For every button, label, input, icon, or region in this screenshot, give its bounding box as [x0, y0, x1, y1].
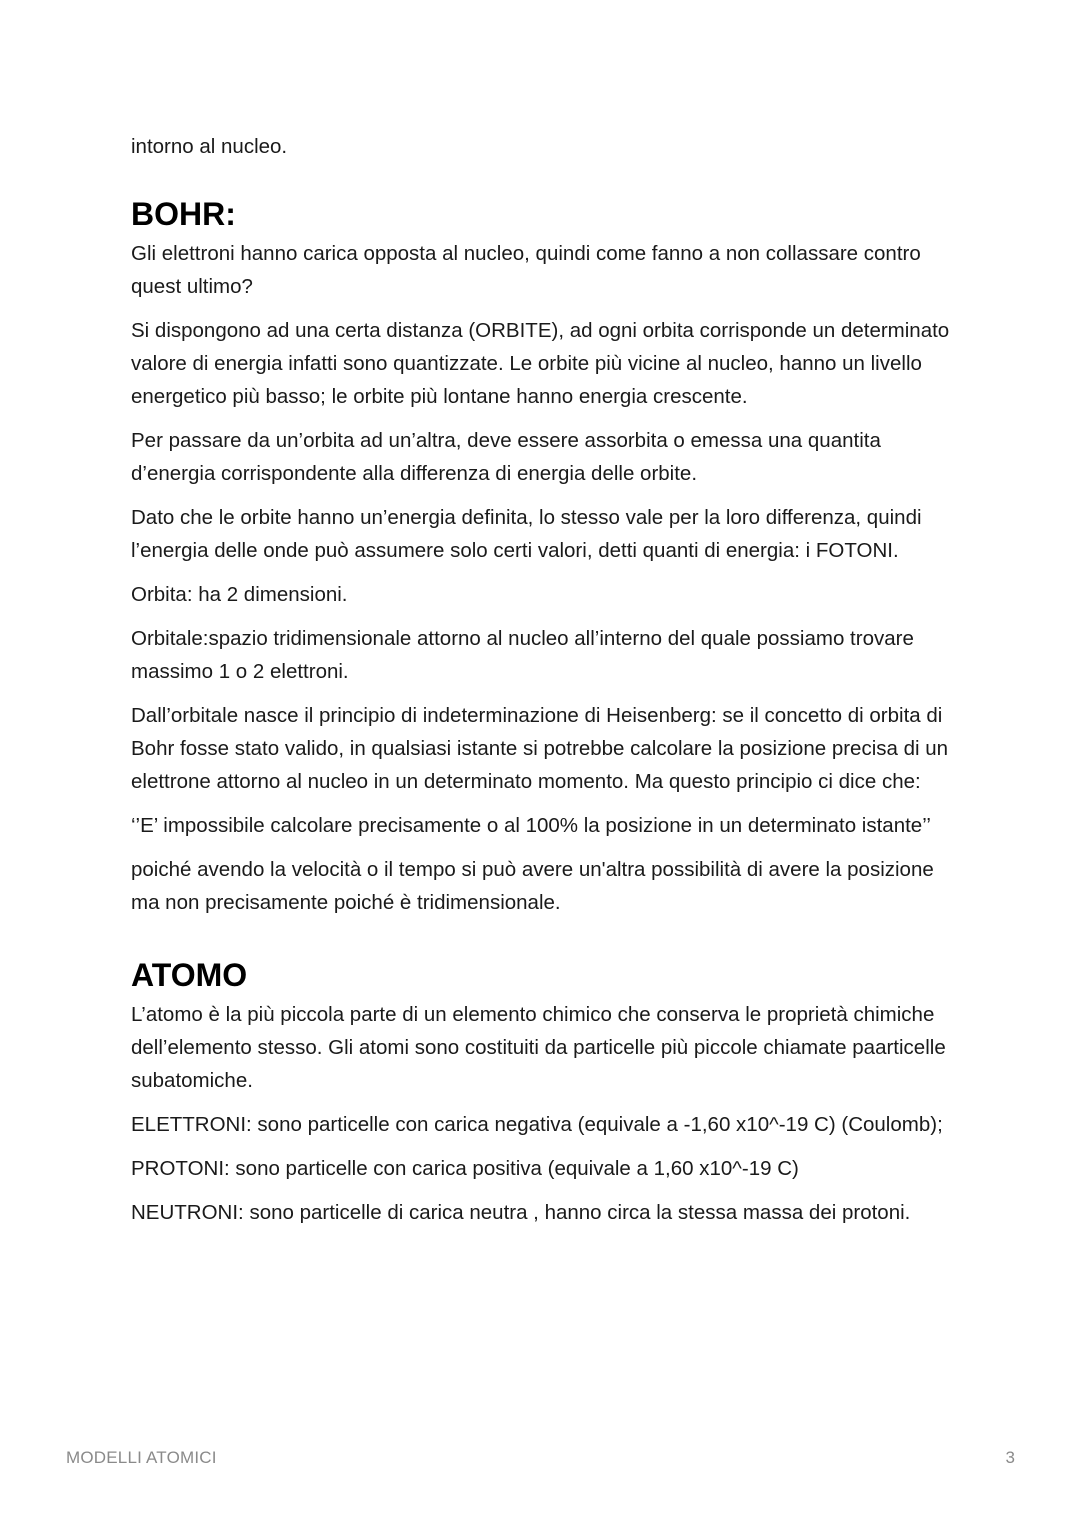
atomo-paragraph-electrons: ELETTRONI: sono particelle con carica negativa (equivale a -1,60 x10^-19 C) (Coulomb); — [131, 1113, 943, 1136]
page-number: 3 — [1005, 1448, 1015, 1467]
bohr-paragraph-6: Orbitale:spazio tridimensionale attorno al nucleo all’interno del quale possiamo trovare massimo 1 o 2 elettroni. — [131, 627, 914, 683]
document-body — [131, 130, 961, 1240]
atomo-paragraph-1: L’atomo è la più piccola parte di un elemento chimico che conserva le proprietà chimiche dell’elemento stesso. Gli atomi sono costituiti da particelle più piccole chiamate paarticelle subatomiche. — [131, 1003, 946, 1092]
bohr-paragraph-4: Dato che le orbite hanno un’energia definita, lo stesso vale per la loro differenza, quindi l’energia delle onde può assumere solo certi valori, detti quanti di energia: i FOTONI. — [131, 506, 922, 562]
atomo-paragraph-neutrons: NEUTRONI: sono particelle di carica neutra , hanno circa la stessa massa dei protoni. — [131, 1201, 911, 1224]
bohr-paragraph-7: Dall’orbitale nasce il principio di indeterminazione di Heisenberg: se il concetto di orbita di Bohr fosse stato valido, in qualsiasi istante si potrebbe calcolare la posizione precisa di un elettrone attorno al nucleo in un determinato momento. Ma questo principio ci dice che: — [131, 704, 949, 793]
footer-title: MODELLI ATOMICI — [66, 1448, 217, 1467]
section-heading-bohr: BOHR: — [131, 196, 236, 232]
bohr-paragraph-2: Si dispongono ad una certa distanza (ORBITE), ad ogni orbita corrisponde un determinato valore di energia infatti sono quantizzate. Le orbite più vicine al nucleo, hanno un livello energetico più basso; le orbite più lontane hanno energia crescente. — [131, 319, 950, 408]
bohr-paragraph-1: Gli elettroni hanno carica opposta al nucleo, quindi come fanno a non collassare contro quest ultimo? — [131, 242, 921, 298]
bohr-paragraph-5: Orbita: ha 2 dimensioni. — [131, 583, 348, 606]
section-heading-atomo: ATOMO — [131, 957, 248, 993]
bohr-paragraph-3: Per passare da un’orbita ad un’altra, deve essere assorbita o emessa una quantita d’energia corrispondente alla differenza di energia delle orbite. — [131, 429, 881, 485]
bohr-paragraph-9: poiché avendo la velocità o il tempo si può avere un'altra possibilità di avere la posizione ma non precisamente poiché è tridimensionale. — [131, 858, 934, 914]
bohr-quote: ‘’E’ impossibile calcolare precisamente o al 100% la posizione in un determinato istante’’ — [131, 814, 931, 837]
intro-paragraph: intorno al nucleo. — [131, 135, 288, 158]
atomo-paragraph-protons: PROTONI: sono particelle con carica positiva (equivale a 1,60 x10^-19 C) — [131, 1157, 799, 1180]
